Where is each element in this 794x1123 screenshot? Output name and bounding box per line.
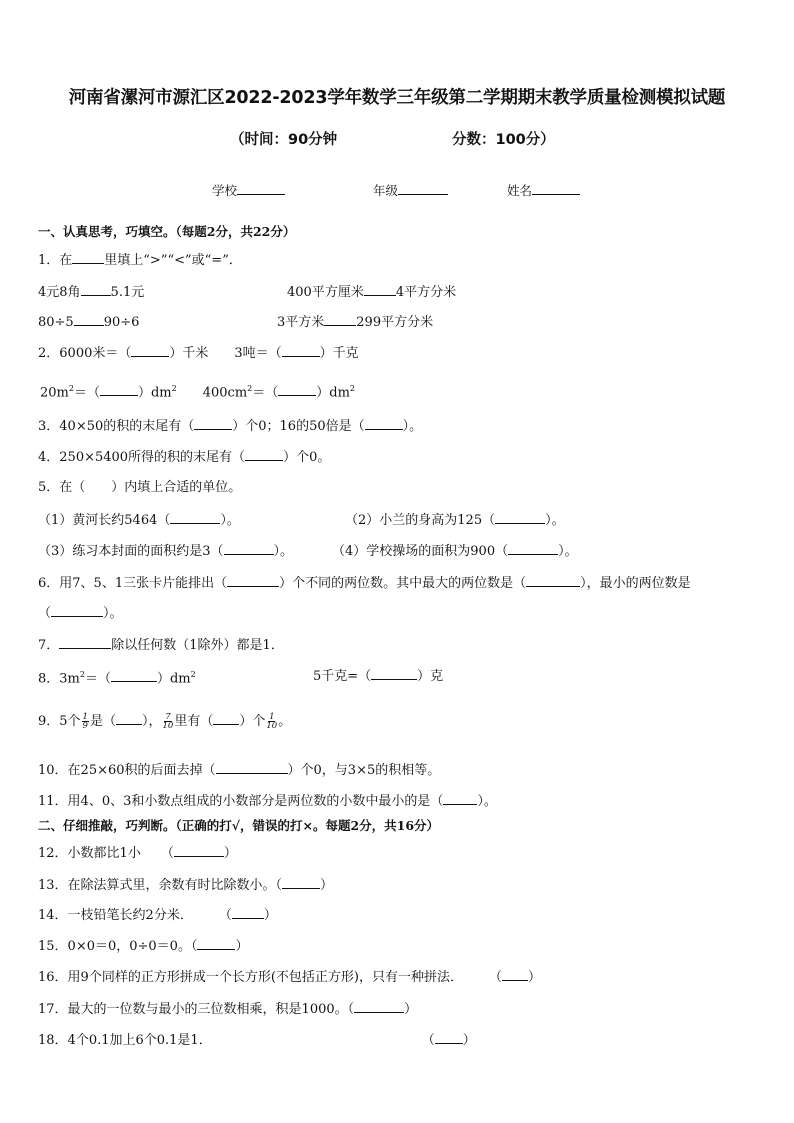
answer-blank[interactable] [224,542,274,555]
question-13: 13．在除法算式里，余数有时比除数小。（ ） [38,878,334,893]
question-5-part-4: （4）学校操场的面积为900（ ）。 [332,544,578,559]
question-18: 18．4个0.1加上6个0.1是1． （ ） [38,1033,476,1048]
question-7: 7． 除以任何数（1除外）都是1． [38,638,284,653]
answer-blank[interactable] [365,417,403,430]
answer-blank[interactable] [495,511,545,524]
time-label: （时间：90分钟 [230,132,338,148]
question-8: 8．$3m^2=$（ ）$dm^2$ [38,670,196,687]
school-blank[interactable] [237,193,285,195]
answer-blank[interactable] [282,876,320,889]
school-field[interactable] [212,181,285,199]
question-14: 14．一枝铅笔长约2分米． （ ） [38,908,277,923]
name-field[interactable] [507,181,580,199]
grade-field[interactable] [373,181,448,199]
answer-blank[interactable] [364,283,396,296]
question-12: 12．小数都比1小 （ ） [38,846,237,861]
answer-blank[interactable] [508,542,558,555]
name-blank[interactable] [532,193,580,195]
page-title: 河南省漯河市源汇区2022-2023学年数学三年级第二学期期末教学质量检测模拟试题 [68,88,726,108]
question-8-b: 5千克=（ ）克 [313,669,444,684]
question-5-part-1: （1）黄河长约5464（ ）。 [38,513,240,528]
section-1-heading: 一、认真思考，巧填空。（每题2分，共22分） [38,224,296,239]
question-16: 16．用9个同样的正方形拼成一个长方形(不包括正方形)，只有一种拼法． （ ） [38,970,541,985]
answer-blank[interactable] [278,383,316,396]
question-5-part-3: （3）练习本封面的面积约是3（ ）。 [38,544,294,559]
question-5: 5．在（ ）内填上合适的单位。 [38,480,242,495]
question-5-part-2: （2）小兰的身高为125（ ）。 [345,513,565,528]
answer-blank[interactable] [282,344,320,357]
name-label: 姓名 [507,183,533,198]
score-label: 分数：100分） [452,132,555,148]
answer-blank[interactable] [502,968,528,981]
answer-blank[interactable] [227,574,279,587]
question-1-item-d: 3平方米 299平方分米 [277,315,434,330]
answer-blank[interactable] [354,1000,404,1013]
question-3: 3．40×50的积的末尾有（ ）个0；16的50倍是（ ）。 [38,419,423,434]
question-1-item-a: 4元8角 5.1元 [38,285,145,300]
question-6: 6．用7、5、1三张卡片能排出（ ）个不同的两位数。其中最大的两位数是（ ），最小的两位数是 [38,576,691,591]
question-6-cont: （ ）。 [38,606,123,621]
answer-blank[interactable] [435,1031,463,1044]
answer-blank[interactable] [216,761,288,774]
question-11: 11．用4、0、3和小数点组成的小数部分是两位数的小数中最小的是（ ）。 [38,794,497,809]
answer-blank[interactable] [170,511,220,524]
school-label: 学校 [212,183,238,198]
answer-blank[interactable] [100,383,138,396]
fraction: $\frac{1}{9}$ [82,712,88,731]
answer-blank[interactable] [81,283,111,296]
answer-blank[interactable] [443,792,477,805]
answer-blank[interactable] [197,937,235,950]
answer-blank[interactable] [74,313,104,326]
fraction: $\frac{7}{10}$ [162,712,174,731]
question-10: 10．在25×60积的后面去掉（ ）个0，与3×5的积相等。 [38,763,441,778]
section-2-heading: 二、仔细推敲，巧判断。（正确的打√，错误的打×。每题2分，共16分） [38,818,440,833]
answer-blank[interactable] [245,448,283,461]
question-17: 17．最大的一位数与最小的三位数相乘，积是1000。（ ） [38,1002,418,1017]
grade-blank[interactable] [398,193,448,195]
question-1-item-b: 400平方厘米 4平方分米 [287,285,457,300]
answer-blank[interactable] [131,344,169,357]
grade-label: 年级 [373,183,399,198]
question-15: 15．0×0＝0，0÷0＝0。（ ） [38,939,249,954]
answer-blank[interactable] [213,712,239,725]
question-9: 9．5个 $\frac{1}{9}$ 是（ ）， $\frac{7}{10}$ 里有（ ）个 $\frac{1}{10}$ 。 [38,712,292,731]
question-4: 4．250×5400所得的积的末尾有（ ）个0。 [38,450,331,465]
answer-blank[interactable] [324,313,356,326]
answer-blank[interactable] [111,669,157,682]
question-1: 1．在 里填上“>”“<”或“=”． [38,253,242,268]
answer-blank[interactable] [526,574,580,587]
answer-blank[interactable] [174,844,224,857]
answer-blank[interactable] [194,417,232,430]
answer-blank[interactable] [72,251,104,264]
answer-blank[interactable] [371,667,417,680]
answer-blank[interactable] [116,712,142,725]
answer-blank[interactable] [232,906,264,919]
question-2-area: $20m^2=$（ ）$dm^2$ $400cm^2=$（ ）$dm^2$ [40,384,356,401]
fraction: $\frac{1}{10}$ [266,712,278,731]
question-1-item-c: 80÷5 90÷6 [38,315,140,330]
question-2: 2．6000米＝（ ）千米 3吨＝（ ）千克 [38,346,359,361]
answer-blank[interactable] [51,604,103,617]
answer-blank[interactable] [59,636,111,649]
